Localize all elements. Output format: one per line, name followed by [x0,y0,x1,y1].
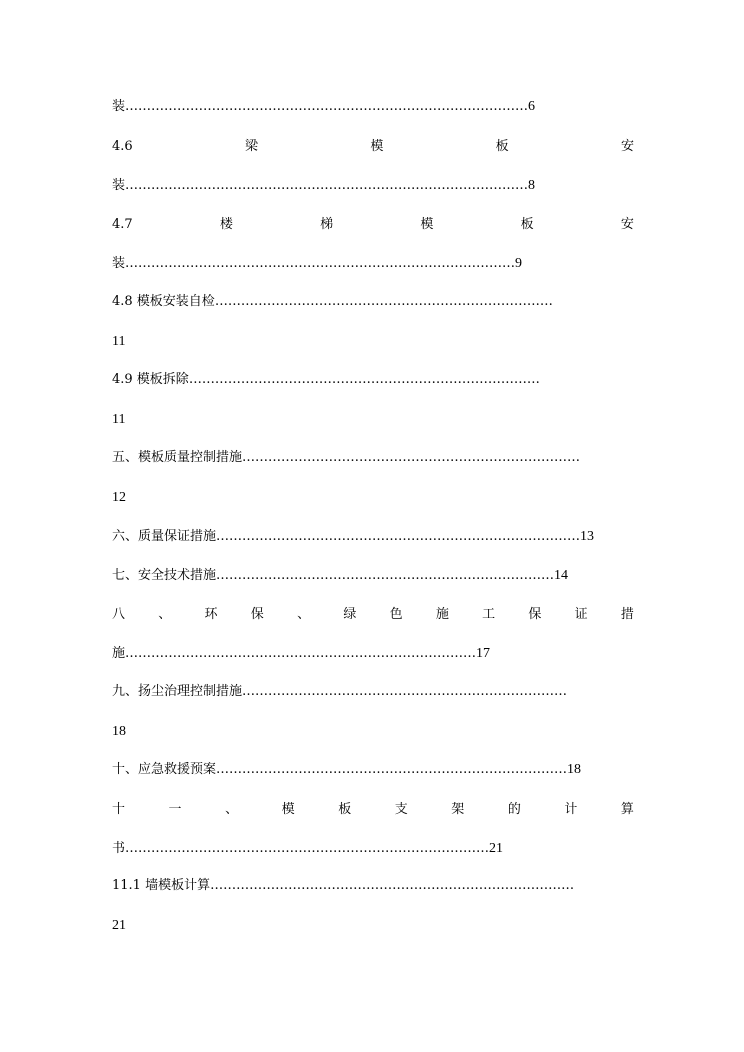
toc-page-line [112,722,634,742]
toc-entry-word: 架 [451,802,465,817]
toc-entry-word: 安 [620,139,634,154]
toc-entry-word: 工 [482,607,496,622]
toc-entry-text: 十、应急救援预案 [112,762,217,777]
toc-page-number: 12 [112,490,126,505]
toc-entry-word: 一 [168,802,182,817]
toc-entry-text: 五、模板质量控制措施 [112,450,243,465]
toc-entry-word: 梁 [245,139,259,154]
toc-entry-text: 装 [112,99,126,114]
toc-leader: …………………………………………………………………… [216,568,555,583]
toc-entry-11-1[interactable] [112,876,634,896]
toc-entry-text: 九、扬尘治理控制措施 [112,684,243,699]
toc-entry-word: 措 [620,607,634,622]
toc-leader: ……………………………………………………………………… [216,762,568,777]
toc-entry-section-9[interactable] [112,682,634,702]
toc-leader: ……………………………………………………………………… [188,372,540,387]
toc-page-number: 11 [112,412,126,427]
toc-entry-text: 七、安全技术措施 [112,568,217,583]
toc-entry-section-6[interactable] [112,527,634,547]
toc-entry-cont[interactable] [112,644,634,664]
toc-entry-word: 、 [225,802,239,817]
toc-leader: ………………………………………………………………………………… [125,178,529,193]
toc-entry-word: 4.7 [112,217,133,232]
toc-entry-word: 算 [620,802,634,817]
toc-entry-cont[interactable] [112,176,634,196]
toc-entry-word: 板 [338,802,352,817]
toc-entry-text: 书 [112,841,126,856]
toc-entry-4-6[interactable] [112,137,634,157]
toc-entry-word: 证 [574,607,588,622]
toc-leader: ………………………………………………………………………… [210,878,575,893]
toc-leader: ………………………………………………………………………… [125,841,490,856]
toc-entry-4-7[interactable] [112,215,634,235]
toc-page-line [112,488,634,508]
toc-entry-text: 施 [112,646,126,661]
toc-entry-text: 4.8 模板安装自检 [112,294,215,309]
toc-entry-word: 楼 [219,217,233,232]
toc-entry-word: 保 [528,607,542,622]
toc-entry-word: 、 [158,607,172,622]
toc-entry-word: 板 [495,139,509,154]
toc-entry-word: 板 [520,217,534,232]
toc-page-number: 13 [580,529,595,544]
toc-entry-word: 施 [435,607,449,622]
toc-entry-text: 4.9 模板拆除 [112,372,189,387]
toc-page-number: 17 [476,646,491,661]
toc-entry-word: 色 [389,607,403,622]
toc-page-number: 14 [554,568,569,583]
toc-entry-word: 十 [112,802,126,817]
toc-page-number: 18 [567,762,582,777]
toc-leader: ………………………………………………………………………………… [125,99,529,114]
toc-entry-word: 环 [204,607,218,622]
toc-entry-word: 4.6 [112,139,133,154]
toc-page-number: 21 [112,918,126,933]
toc-page-number: 18 [112,724,126,739]
toc-leader: ………………………………………………………………… [242,684,568,699]
toc-entry-word: 计 [564,802,578,817]
toc-entry-word: 安 [620,217,634,232]
toc-entry-text: 装 [112,178,126,193]
toc-entry-section-11[interactable] [112,800,634,820]
toc-page-number: 11 [112,334,126,349]
toc-leader: …………………………………………………………………… [214,294,553,309]
toc-entry-word: 模 [281,802,295,817]
toc-entry-word: 、 [297,607,311,622]
toc-entry-section-7[interactable] [112,566,634,586]
toc-entry-word: 八 [112,607,126,622]
toc-page-number: 21 [489,841,504,856]
toc-entry-section-8[interactable] [112,605,634,625]
toc-entry-word: 的 [507,802,521,817]
toc-page-line [112,332,634,352]
toc-entry-4-9[interactable] [112,370,634,390]
toc-entry-word: 保 [250,607,264,622]
toc-entry-cont[interactable] [112,97,634,117]
toc-page-number: 6 [528,99,536,114]
toc-leader: …………………………………………………………………… [242,450,581,465]
toc-page-number: 8 [528,178,536,193]
toc-entry-section-5[interactable] [112,448,634,468]
toc-leader: ……………………………………………………………………………… [125,256,516,271]
toc-page-line [112,916,634,936]
toc-entry-text: 六、质量保证措施 [112,529,217,544]
toc-entry-section-10[interactable] [112,760,634,780]
toc-leader: ……………………………………………………………………… [125,646,477,661]
toc-leader: ………………………………………………………………………… [216,529,581,544]
toc-entry-text: 装 [112,256,126,271]
toc-entry-cont[interactable] [112,839,634,859]
toc-page-line [112,410,634,430]
toc-entry-word: 模 [420,217,434,232]
toc-entry-4-8[interactable] [112,292,634,312]
toc-entry-cont[interactable] [112,254,634,274]
toc-entry-word: 模 [370,139,384,154]
toc-entry-word: 梯 [320,217,334,232]
toc-entry-text: 11.1 墙模板计算 [112,878,211,893]
toc-entry-word: 绿 [343,607,357,622]
toc-entry-word: 支 [394,802,408,817]
toc-page-number: 9 [515,256,523,271]
